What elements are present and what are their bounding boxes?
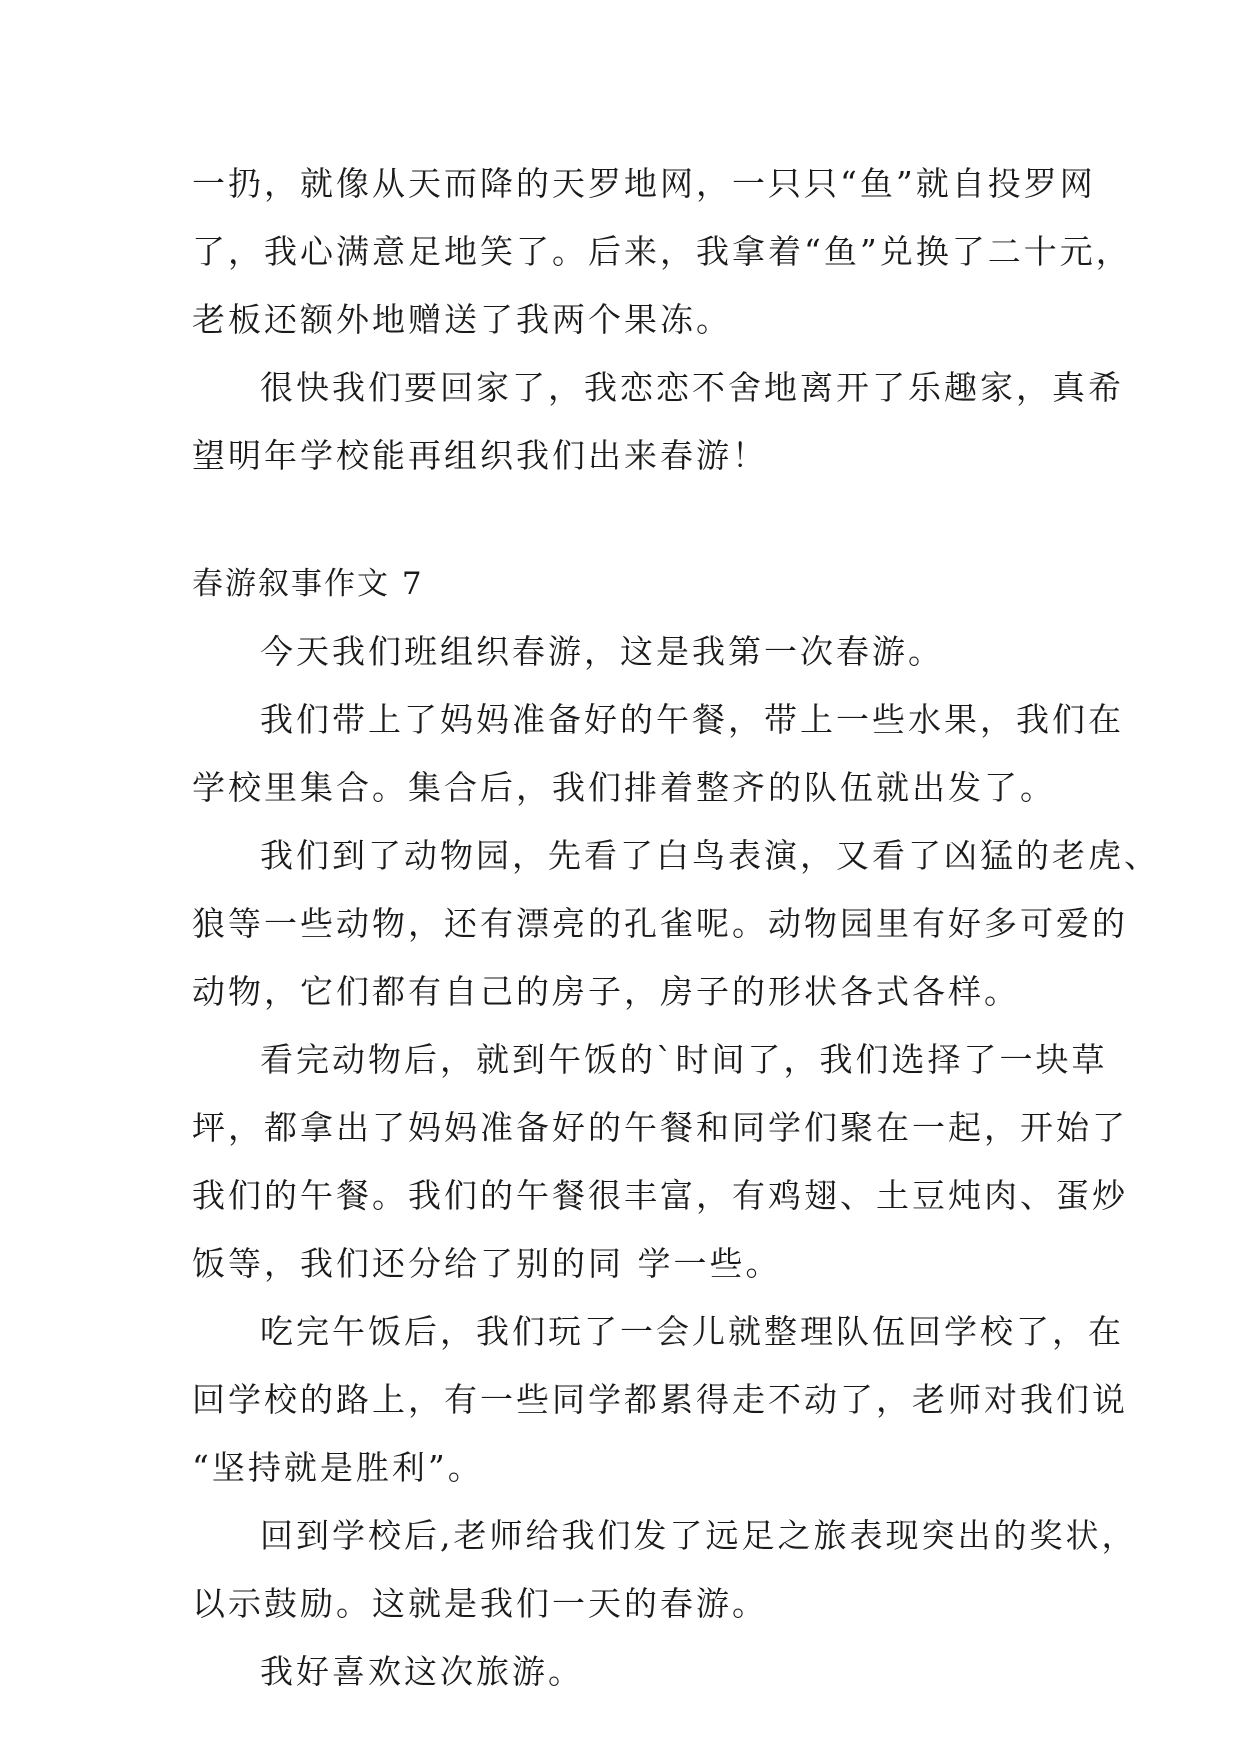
text-line: 以示鼓励。这就是我们一天的春游。: [192, 1584, 768, 1623]
text-line: 看完动物后，就到午饭的`时间了，我们选择了一块草: [260, 1040, 1108, 1079]
essay-paragraph: [192, 1026, 1128, 1298]
text-line: 今天我们班组织春游，这是我第一次春游。: [260, 632, 944, 671]
text-line: 望明年学校能再组织我们出来春游！: [192, 436, 768, 475]
text-line: 我们的午餐。我们的午餐很丰富，有鸡翅、土豆炖肉、蛋炒: [192, 1176, 1128, 1215]
text-line: 饭等，我们还分给了别的同 学一些。: [192, 1244, 782, 1283]
essay-paragraph: [192, 1638, 1052, 1706]
text-line: 我好喜欢这次旅游。: [260, 1652, 584, 1691]
document-page: [192, 150, 1160, 1706]
essay-paragraph: [192, 822, 1160, 1026]
text-line: 老板还额外地赠送了我两个果冻。: [192, 300, 732, 339]
text-line: 动物，它们都有自己的房子，房子的形状各式各样。: [192, 972, 1020, 1011]
text-line: 我们带上了妈妈准备好的午餐，带上一些水果，我们在: [260, 700, 1124, 739]
text-line: 狼等一些动物，还有漂亮的孔雀呢。动物园里有好多可爱的: [192, 904, 1128, 943]
essay-paragraph: [192, 1298, 1128, 1502]
text-line: 很快我们要回家了，我恋恋不舍地离开了乐趣家，真希: [260, 368, 1124, 407]
text-line: “坚持就是胜利”。: [192, 1448, 484, 1487]
previous-essay-paragraph: [192, 354, 1124, 490]
essay-title: 春游叙事作文 7: [192, 566, 424, 602]
text-line: 坪，都拿出了妈妈准备好的午餐和同学们聚在一起，开始了: [192, 1108, 1128, 1147]
text-line: 我们到了动物园，先看了白鸟表演，又看了凶猛的老虎、: [260, 836, 1160, 875]
text-line: 一扔，就像从天而降的天罗地网，一只只“鱼”就自投罗网: [192, 164, 1096, 203]
text-line: 回到学校后,老师给我们发了远足之旅表现突出的奖状，: [260, 1516, 1138, 1555]
previous-essay-paragraph: [192, 150, 1132, 354]
essay-paragraph: [192, 686, 1124, 822]
essay-paragraph: [192, 1502, 1138, 1638]
text-line: 吃完午饭后，我们玩了一会儿就整理队伍回学校了，在: [260, 1312, 1124, 1351]
section-spacer: [192, 490, 1052, 550]
text-line: 学校里集合。集合后，我们排着整齐的队伍就出发了。: [192, 768, 1056, 807]
text-line: 了，我心满意足地笑了。后来，我拿着“鱼”兑换了二十元，: [192, 232, 1132, 271]
essay-paragraph: [192, 618, 1052, 686]
text-line: 回学校的路上，有一些同学都累得走不动了，老师对我们说: [192, 1380, 1128, 1419]
